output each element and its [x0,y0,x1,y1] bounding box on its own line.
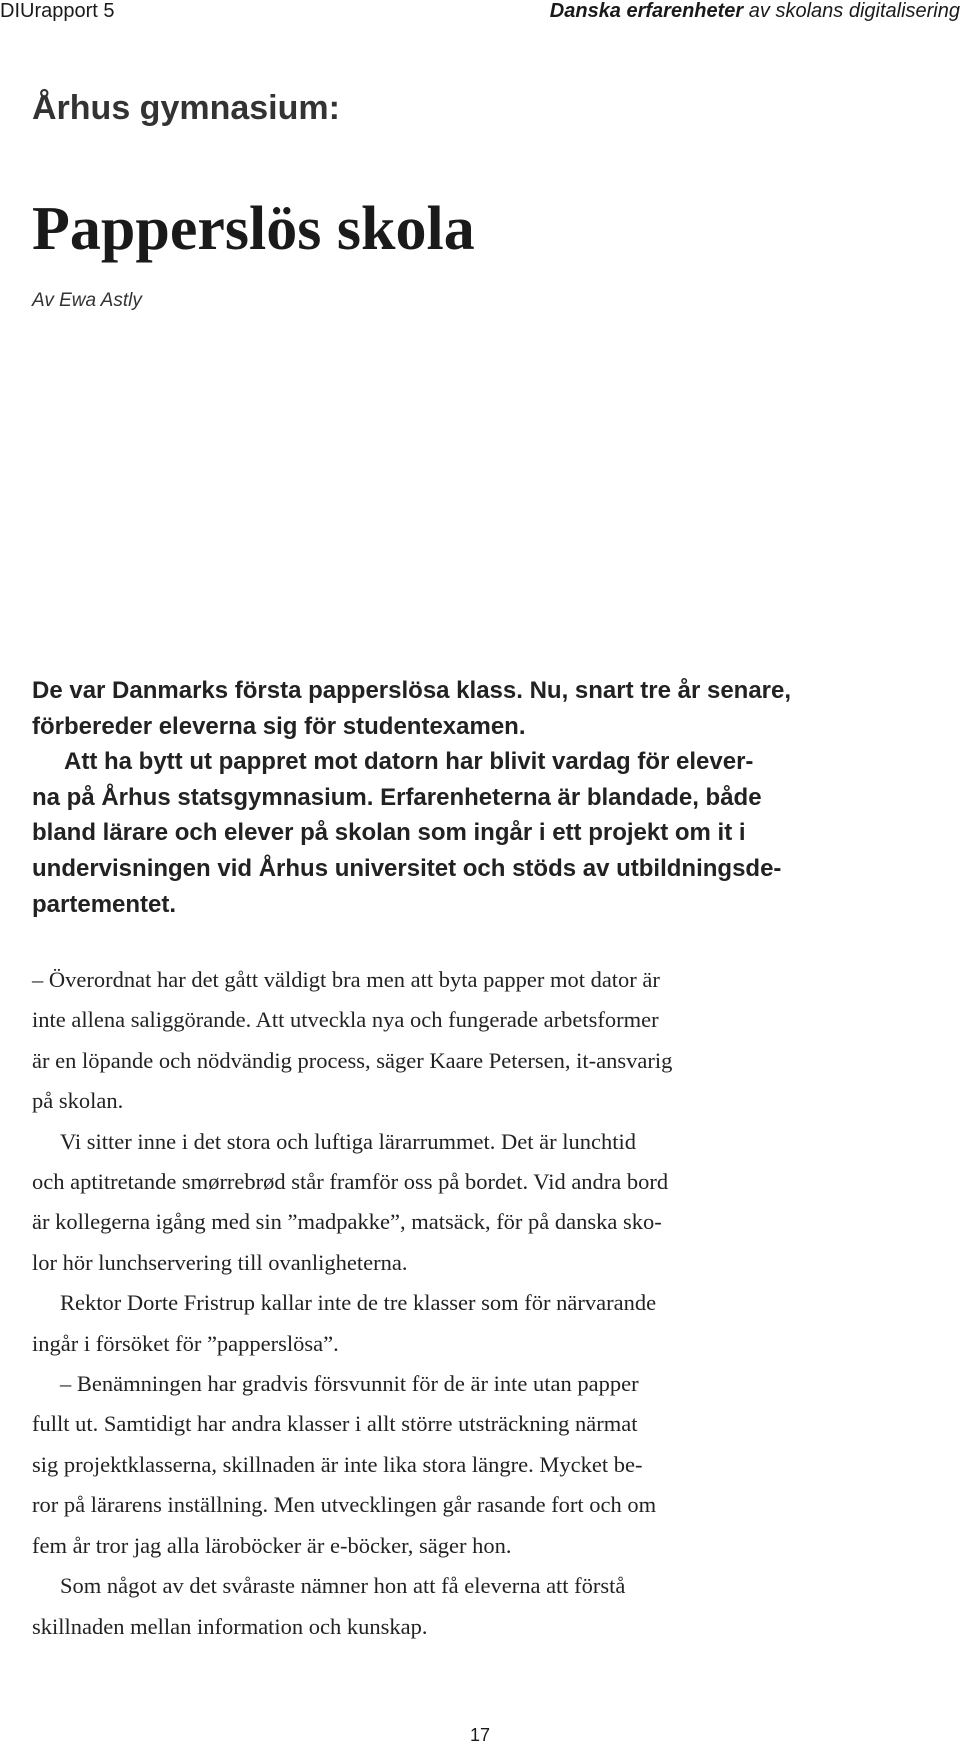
body-line: på skolan. [32,1088,124,1114]
body-line: och aptitretande smørrebrød står framför oss på bordet. Vid andra bord [32,1169,669,1195]
body-line: är kollegerna igång med sin ”madpakke”, matsäck, för på danska sko- [32,1209,662,1235]
page-number: 17 [469,1725,491,1745]
ingress-line: bland lärare och elever på skolan som ingår i ett projekt om it i [32,819,746,847]
article-kicker: Århus gymnasium: [32,89,340,127]
body-line: fullt ut. Samtidigt har andra klasser i allt större utsträckning närmat [32,1411,638,1437]
article-ingress [32,673,932,922]
publication-name: DIUrapport 5 [0,0,115,22]
body-line: Vi sitter inne i det stora och luftiga lärarrummet. Det är lunchtid [60,1128,636,1154]
running-header [0,0,960,26]
body-line: ingår i försöket för ”papperslösa”. [32,1330,339,1356]
section-title-rest: av skolans digitalisering [743,0,960,22]
article-body [32,960,932,1647]
body-line: Som något av det svåraste nämner hon att få eleverna att förstå [60,1573,626,1599]
body-line: – Överordnat har det gått väldigt bra men att byta papper mot dator är [32,967,660,992]
section-title [550,0,960,22]
ingress-line: Att ha bytt ut pappret mot datorn har blivit vardag för elever- [64,748,754,776]
ingress-line: förbereder eleverna sig för studentexamen. [32,712,526,740]
body-line: Rektor Dorte Fristrup kallar inte de tre klasser som för närvarande [60,1290,657,1316]
body-line: skillnaden mellan information och kunskap. [32,1613,428,1639]
body-line: sig projektklasserna, skillnaden är inte lika stora längre. Mycket be- [32,1451,643,1477]
ingress-line: De var Danmarks första papperslösa klass. Nu, snart tre år senare, [32,677,792,704]
article-headline: Papperslös skola [32,195,475,263]
section-title-bold: Danska erfarenheter [549,0,744,22]
ingress-line: na på Århus statsgymnasium. Erfarenheterna är blandade, både [32,783,762,811]
ingress-line: undervisningen vid Århus universitet och stöds av utbildningsde- [32,854,782,882]
body-line: ror på lärarens inställning. Men utvecklingen går rasande fort och om [32,1492,657,1518]
body-line: fem år tror jag alla läroböcker är e-böcker, säger hon. [32,1532,512,1558]
article-byline: Av Ewa Astly [32,290,142,311]
body-line: inte allena saliggörande. Att utveckla nya och fungerade arbetsformer [32,1007,659,1033]
body-line: är en löpande och nödvändig process, säger Kaare Petersen, it-ansvarig [32,1047,673,1073]
ingress-line: partementet. [32,890,177,918]
body-line: lor hör lunchservering till ovanligheterna. [32,1249,408,1275]
body-line: – Benämningen har gradvis försvunnit för de är inte utan papper [60,1371,639,1397]
